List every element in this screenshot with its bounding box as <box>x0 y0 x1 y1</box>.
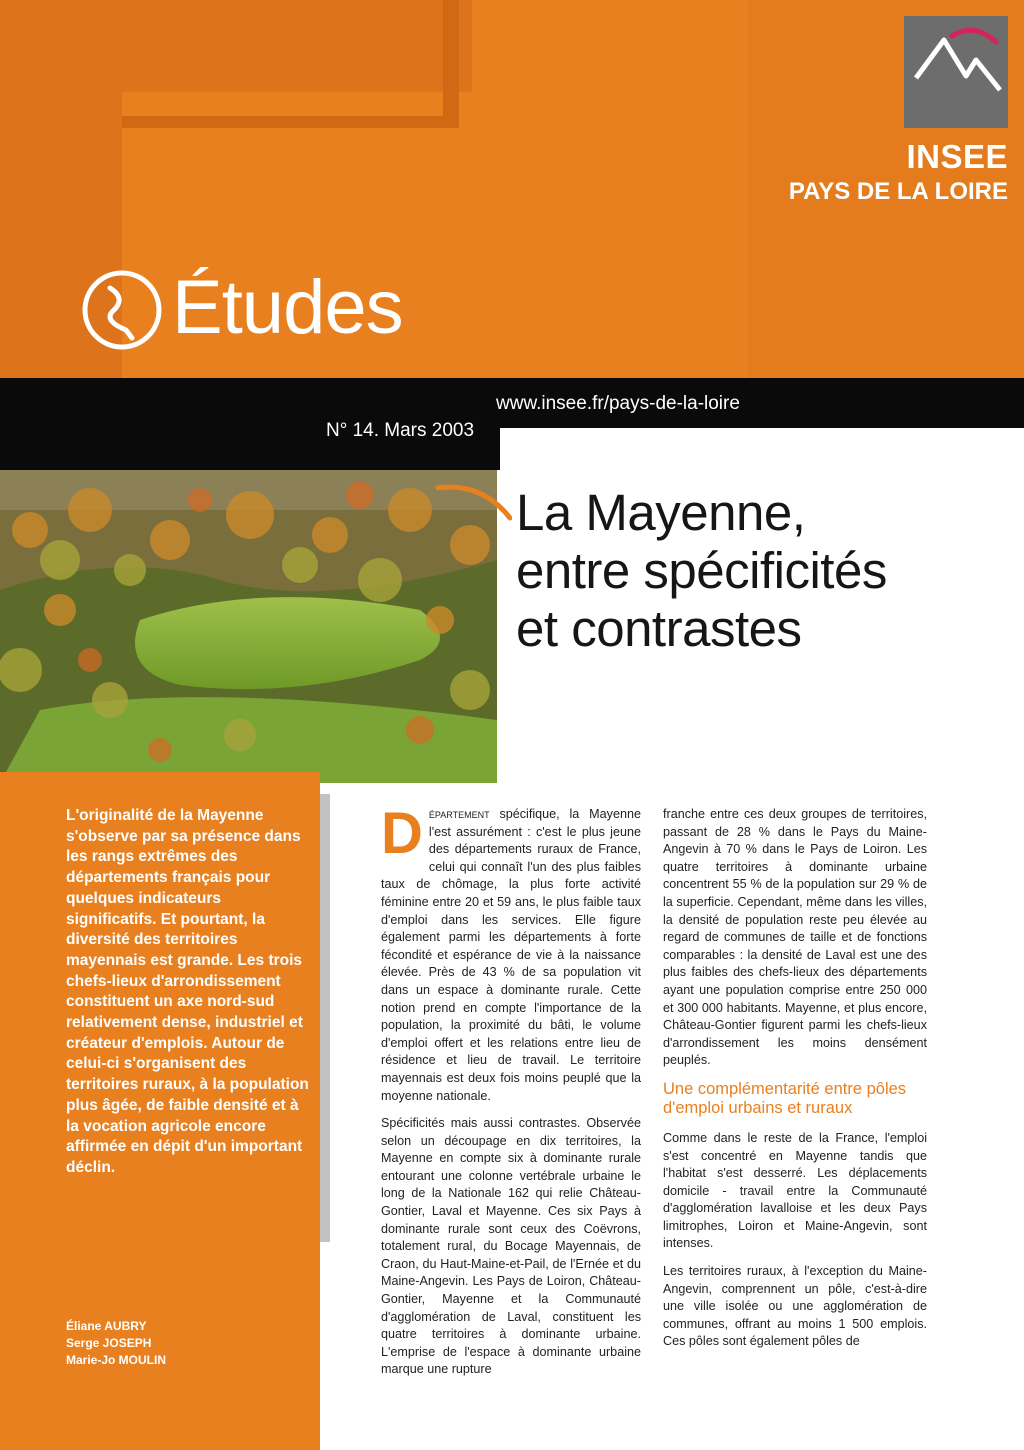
author-name: Éliane AUBRY <box>66 1319 147 1333</box>
headline-swoosh-icon <box>432 480 512 526</box>
section-title: Une complémentarité entre pôles d'emploi urbains et ruraux <box>663 1079 907 1117</box>
website-link[interactable]: www.insee.fr/pays-de-la-loire <box>496 393 740 414</box>
series-title: Études <box>172 265 403 350</box>
summary-text: L'originalité de la Mayenne s'observe par sa présence dans les rangs extrêmes des départements français pour quelques indicateurs significatifs. Et pourtant, la diversité des territoires mayennais est grande. Les trois chefs-lieux d'arrondissement constituent un axe nord-sud relativement dense, industriel et créateur d'emplois. Autour de celui-ci s'organisent des territoires ruraux, à la population plus âgée, de faible densité et à la vocation agricole encore affirmée en dépit d'un important déclin. <box>66 807 309 1176</box>
drop-cap: D <box>381 801 423 866</box>
brand-region: PAYS DE LA LOIRE <box>788 178 1008 205</box>
headline-line: La Mayenne, <box>516 484 806 541</box>
headline-line: et contrastes <box>516 600 802 657</box>
insee-logo-icon <box>904 16 1008 128</box>
header-panel-shade <box>0 0 472 92</box>
lead-word: épartement <box>428 807 490 821</box>
header-panel-edge <box>122 116 459 128</box>
article-column-1 <box>381 801 641 1389</box>
article-paragraph: Les territoires ruraux, à l'exception du Maine-Angevin, comprennent un pôle, c'est-à-dire une ville isolée ou une agglomération de communes, offrant au moins 1 500 emplois. Ces pôles sont également pôles de <box>663 1264 927 1349</box>
article-paragraph: Spécificités mais aussi contrastes. Observée selon un découpage en dix territoires, la Mayenne en compte six à dominante rurale entourant une colonne vertébrale urbaine le long de la Nationale 162 qui relie Château-Gontier, Laval et Mayenne. Ces six Pays à dominante rurale sont ceux des Coëvrons, totalement rural, du Bocage Mayennais, de Craon, du Haut-Maine-et-Pail, de l'Ernée et du Maine-Angevin. Les Pays de Loiron, Château-Gontier, Mayenne et la Communauté d'agglomération de Laval, constituent les quatre territoires à dominante urbaine. L'emprise de l'espace à dominante urbaine marque une rupture <box>381 1116 641 1377</box>
header-panel-edge <box>443 0 459 116</box>
article-paragraph <box>381 801 641 1105</box>
author-name: Marie-Jo MOULIN <box>66 1353 167 1367</box>
landscape-photo <box>0 470 497 783</box>
article-column-2 <box>663 806 927 1361</box>
summary-panel-shadow <box>320 794 330 1242</box>
headline <box>516 484 1006 658</box>
paragraph-text: spécifique, la Mayenne l'est assurément : c'est le plus jeune des départements ruraux de France, celui qui connaît l'un des plus faibles taux de chômage, la plus forte activité féminine entre 20 et 59 ans, le plus faible taux d'emploi dans les services. Elle figure également parmi les départements à forte fécondité et espérance de vie à la naissance élevée. Près de 43 % de sa population vit dans un espace à dominante rurale. Cette notion prend en compte l'importance de la population, la proximité du bâti, le volume d'emploi offert et les relations entre lieu de résidence et lieu de travail. Le territoire mayennais est deux fois moins peuplé que la moyenne nationale. <box>381 807 641 1103</box>
brand-name: INSEE <box>906 138 1008 175</box>
authors <box>66 1318 166 1369</box>
issue-number: N° 14. Mars 2003 <box>326 420 475 441</box>
author-name: Serge JOSEPH <box>66 1336 152 1350</box>
article-paragraph: Comme dans le reste de la France, l'emploi s'est concentré en Mayenne tandis que l'habitat s'est desserré. Les déplacements domicile - travail entre la Communauté d'agglomération lavalloise et les deux Pays limitrophes, Loiron et Maine-Angevin, sont intenses. <box>663 1130 927 1251</box>
etudes-logo-icon <box>80 268 164 352</box>
article-paragraph: franche entre ces deux groupes de territoires, passant de 28 % dans le Pays du Maine-Angevin à 70 % dans le Pays de Loiron. Les quatre territoires à dominante urbaine concentrent 55 % de la population sur 29 % de la superficie. Cependant, même dans les villes, la densité de population reste peu élevée au regard de communes de taille et de fonctions comparables : la densité de Laval est une des plus faibles des chefs-lieux des départements ayant une population comprise entre 250 000 et 300 000 habitants. Mayenne, et plus encore, Château-Gontier figurent parmi les chefs-lieux d'arrondissement les moins densément peuplés. <box>663 807 927 1068</box>
headline-line: entre spécificités <box>516 542 887 599</box>
